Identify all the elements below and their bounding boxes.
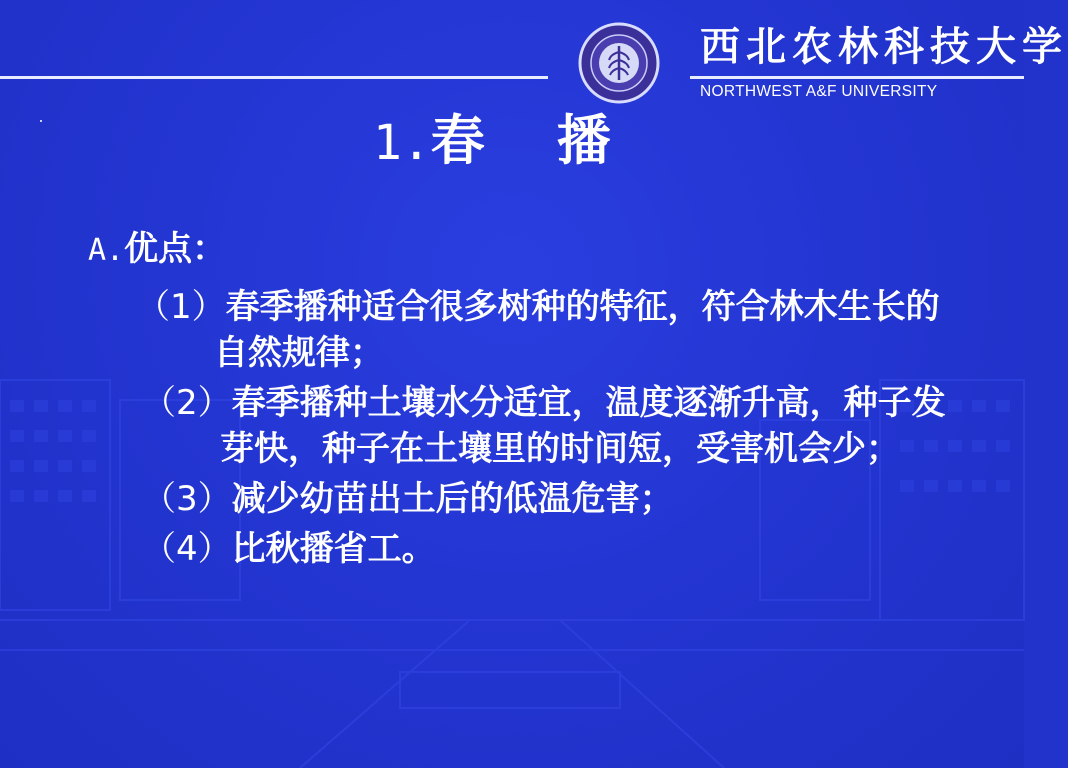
title-char-b: 播 — [556, 109, 611, 172]
decorative-dot — [40, 120, 42, 122]
list-item — [102, 476, 948, 522]
list-item — [96, 284, 948, 376]
list-item-text: 减少幼苗出土后的低温危害； — [231, 479, 674, 519]
title-number: 1. — [373, 115, 431, 171]
list-item-text: 春季播种适合很多树种的特征，符合林木生长的自然规律； — [214, 287, 940, 373]
section-heading-text: 优点： — [124, 229, 227, 269]
header-rule-left — [0, 76, 548, 79]
slide-content — [88, 226, 948, 576]
list-item-text: 比秋播省工。 — [231, 529, 436, 569]
title-char-a: 春 — [430, 109, 485, 172]
list-item-marker: （2） — [142, 383, 232, 423]
section-prefix: A. — [88, 233, 125, 268]
list-item — [102, 526, 948, 572]
university-name-en: NORTHWEST A&F UNIVERSITY — [700, 83, 938, 100]
university-name-cn: 西北农林科技大学 — [700, 23, 1068, 70]
slide-title — [373, 108, 611, 176]
list-item-text: 春季播种土壤水分适宜，温度逐渐升高，种子发芽快，种子在土壤里的时间短，受害机会少； — [220, 383, 946, 469]
list-item — [102, 380, 948, 472]
list-item-marker: （1） — [136, 287, 226, 327]
list-item-marker: （3） — [142, 479, 232, 519]
section-heading — [88, 226, 948, 274]
header-rule-right — [690, 76, 1024, 79]
university-emblem-icon — [578, 22, 660, 104]
list-item-marker: （4） — [142, 529, 232, 569]
